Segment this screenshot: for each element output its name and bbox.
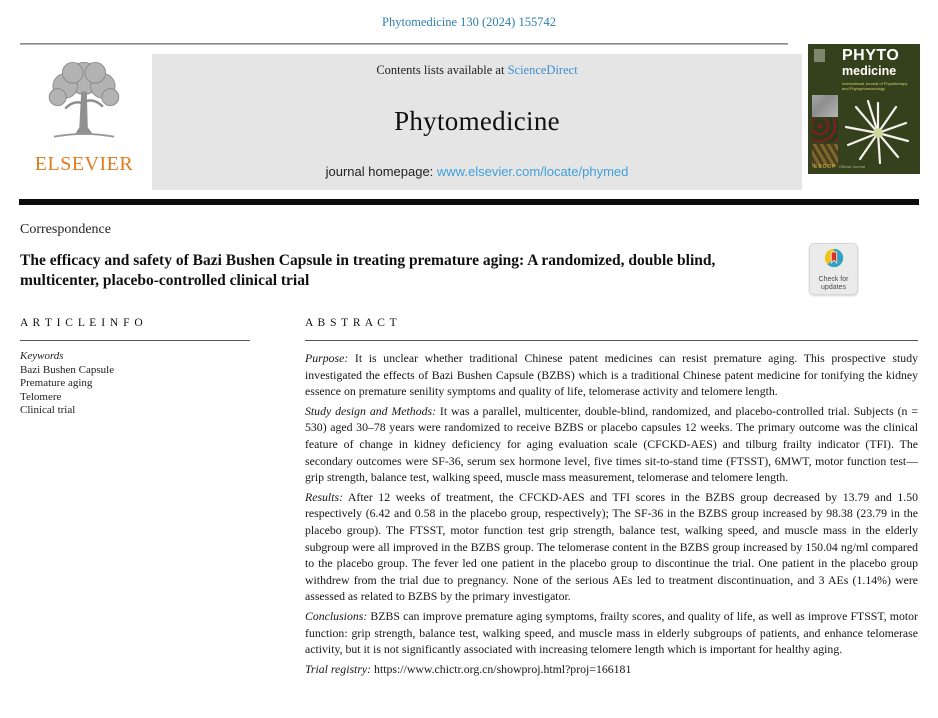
keyword-item: Premature aging [20, 377, 93, 389]
abstract-heading: A B S T R A C T [305, 317, 398, 329]
abstract-paragraph-trial-registry [305, 661, 918, 678]
cover-title-line2: medicine [842, 64, 897, 78]
header-top-rule [20, 43, 788, 45]
journal-cover-image [808, 44, 920, 174]
cover-subtitle: International Journal of Phytotherapy and Phytopharmacology [842, 80, 908, 91]
abstract-paragraph-conclusions [305, 608, 918, 658]
paragraph-lead: Results: [305, 489, 344, 504]
keyword-item: Clinical trial [20, 404, 76, 416]
abstract-paragraph-results [305, 489, 918, 605]
paragraph-text: After 12 weeks of treatment, the CFCKD-AES and TFI scores in the BZBS group decreased by 13.79 and 1.50 respectively (6.42 and 0.58 in the placebo group, respectively); The SF-36 in the BZBS group increased by 98.38 (23.79 in the placebo group). The FTSST, motor function test grip strength, balance test, walking speed, and muscle mass in the elderly subgroup were all improved in the BZBS group. The telomerase content in the BZBS group increased by 150.04 ng/ml compared to the placebo group. The fever led one patient in the placebo group to discontinue the trial. One patient in the placebo group withdrew from the trial due to pregnancy. None of the serious AEs led to treatment discontinuation, and 3 AEs (1.14%) were assessed as related to BZBS by the primary investigator. [305, 489, 918, 604]
abstract-rule [305, 340, 918, 341]
abstract-paragraph-purpose [305, 350, 918, 400]
abstract-paragraph-methods [305, 403, 918, 486]
journal-banner [152, 54, 802, 190]
paragraph-text: It was a parallel, multicenter, double-blind, randomized, and placebo-controlled trial. Subjects (n = 530) aged 30–78 years were randomized to receive BZBS or placebo capsules 12 weeks. The primary outcome was the clinical feature of change in kidney deficiency for aging evaluation scale (CFCKD-AES) and tilburg frailty indicator (TFI). The secondary outcomes were SF-36, serum sex hormone level, five times sit-to-stand time (FTSST), 6MWT, motor function test—grip strength, balance test, walking speed, muscle mass measurement, telomerase and telomere length. [305, 403, 918, 485]
cover-footer-fine: Official Journal [838, 164, 866, 169]
homepage-line [152, 164, 802, 179]
check-badge-label: Check for updates [818, 275, 849, 291]
cover-title-line1: PHYTO [842, 47, 900, 64]
check-for-updates-badge[interactable] [809, 243, 858, 295]
journal-header [20, 48, 920, 190]
article-info-column [20, 317, 305, 680]
cover-flower-image [838, 95, 916, 167]
journal-homepage-link[interactable]: www.elsevier.com/locate/phymed [436, 164, 629, 179]
paragraph-lead: Trial registry: [305, 661, 372, 676]
abstract-column [305, 317, 918, 680]
cover-publisher-icon [814, 49, 825, 62]
article-type-label: Correspondence [20, 222, 111, 237]
cover-footer [814, 164, 865, 170]
trial-registry-link[interactable]: https://www.chictr.org.cn/showproj.html?proj=166181 [371, 661, 632, 676]
keywords-label: Keywords [20, 350, 64, 362]
paragraph-text: It is unclear whether traditional Chinese patent medicines can resist premature aging. This prospective study investigated the effects of Bazi Bushen Capsule (BZBS) which is a traditional Chinese patent medicine for tonifying the kidney essence on premature senility symptoms and quality of life, telomerase activity and telomere length. [305, 351, 918, 399]
elsevier-logo [20, 48, 148, 190]
header-divider-bar [19, 199, 919, 205]
cover-micrograph-thumbnails [812, 95, 838, 167]
cover-title [842, 48, 916, 78]
article-info-heading: A R T I C L E I N F O [20, 317, 144, 329]
contents-line [152, 63, 802, 78]
cover-thumbnail-1 [812, 95, 838, 118]
paragraph-text: BZBS can improve premature aging symptoms, frailty scores, and quality of life, as well as improve FTSST, motor function: grip strength, balance test, walking speed, and muscle mass in elderly subgroups of patients, and enhance telomerase activity, but it is not significantly associated with increasing telomere length which is important for healthy aging. [305, 608, 918, 657]
sciencedirect-link[interactable]: ScienceDirect [507, 63, 578, 77]
paragraph-lead: Purpose: [305, 351, 349, 365]
article-info-rule [20, 340, 250, 341]
paragraph-lead: Conclusions: [305, 608, 368, 623]
elsevier-wordmark: ELSEVIER [34, 153, 134, 175]
elsevier-tree-icon [36, 54, 132, 153]
cover-thumbnail-2 [812, 119, 838, 142]
crossmark-icon [823, 247, 845, 274]
paragraph-lead: Study design and Methods: [305, 403, 437, 418]
journal-citation: Phytomedicine 130 (2024) 155742 [382, 15, 556, 29]
keyword-item: Bazi Bushen Capsule [20, 363, 115, 376]
journal-name: Phytomedicine [394, 105, 560, 136]
keyword-item: Telomere [20, 390, 62, 403]
page-title: The efficacy and safety of Bazi Bushen Capsule in treating premature aging: A randomized, double blind, multicenter, placebo-controlled clinical trial [20, 252, 716, 289]
cover-society-label: ESCOP [814, 164, 837, 170]
contents-prefix: Contents lists available at [376, 63, 508, 77]
homepage-prefix: journal homepage: [325, 164, 437, 179]
keywords-block [20, 350, 250, 418]
